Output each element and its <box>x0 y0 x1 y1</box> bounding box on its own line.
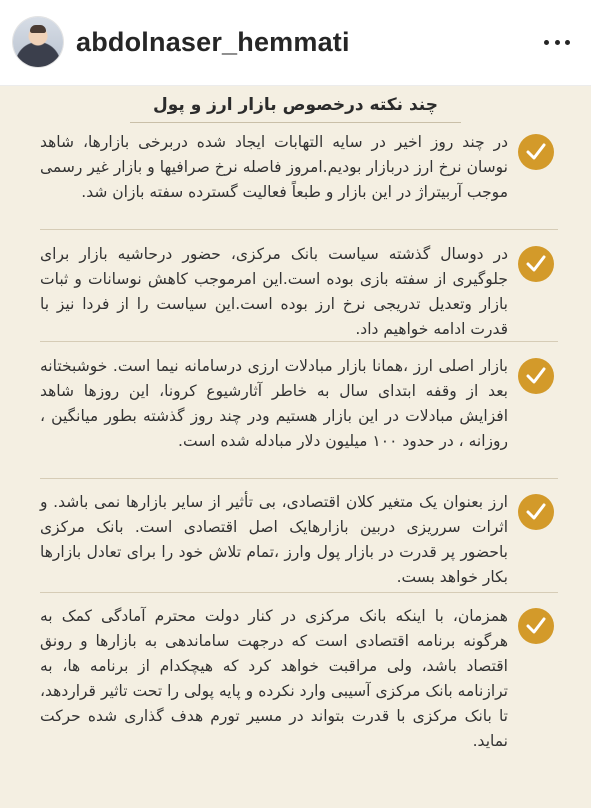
profile-avatar[interactable] <box>13 17 63 67</box>
post-image <box>0 86 591 808</box>
checkmark-icon <box>518 358 554 394</box>
item-divider <box>40 592 558 593</box>
item-divider <box>40 478 558 479</box>
item-text: در چند روز اخیر در سایه التهابات ایجاد شده دربرخی بازارها، شاهد نوسان نرخ ارز دربازار بودیم.امروز فاصله نرخ صرافیها و بازار غیر رسمی موجب آربیتراژ در این بازار و طبعاً فعالیت گسترده سفته بازان شد. <box>40 133 508 201</box>
post-title: چند نکته درخصوص بازار ارز و پول <box>152 95 438 115</box>
checkmark-icon <box>518 494 554 530</box>
item-text: بازار اصلی ارز ،همانا بازار مبادلات ارزی درسامانه نیما است. خوشبختانه بعد از وقفه ابتدای سال به خاطر آثارشیوع کرونا، این روزها شاهد افزایش مبادلات در این بازار هستیم ودر چند روز گذشته بطور میانگین ، روزانه ، در حدود ۱۰۰ میلیون دلار مبادله شده است. <box>40 357 508 450</box>
checkmark-icon <box>518 246 554 282</box>
post-header <box>0 0 591 86</box>
more-options-icon[interactable] <box>544 36 570 48</box>
item-text: در دوسال گذشته سیاست بانک مرکزی، حضور درحاشیه بازار برای جلوگیری از سفته بازی بوده است.این امرموجب کاهش نوسانات و ثبات بازار وتعدیل تدریجی نرخ ارز بوده است.این سیاست را از فردا نیز با قدرت ادامه خواهیم داد. <box>40 245 508 338</box>
item-text: همزمان، با اینکه بانک مرکزی در کنار دولت محترم آمادگی کمک به هرگونه برنامه اقتصادی است که درجهت ساماندهی به بازارها و رونق اقتصاد باشد، ولی مراقبت خواهد کرد که هیچکدام از برنامه ها، به ترازنامه بانک مرکزی آسیبی وارد نکرده و پایه پولی را تحت تاثیر قراردهد، تا بانک مرکزی با قدرت بتواند در مسیر تورم هدف گذاری شده حرکت نماید. <box>40 607 508 750</box>
checkmark-icon <box>518 608 554 644</box>
item-divider <box>40 229 558 230</box>
profile-username[interactable]: abdolnaser_hemmati <box>76 27 350 57</box>
checkmark-icon <box>518 134 554 170</box>
item-text: ارز بعنوان یک متغیر کلان اقتصادی، بی تأثیر از سایر بازارها نمی باشد. و اثرات سرریزی دربین بازارهایک اصل اقتصادی است. بانک مرکزی باحضور پر قدرت در بازار پول وارز ،تمام تلاش خود را برای تعادل بازارها بکار خواهد بست. <box>40 493 508 586</box>
item-divider <box>40 341 558 342</box>
title-divider <box>130 122 461 123</box>
